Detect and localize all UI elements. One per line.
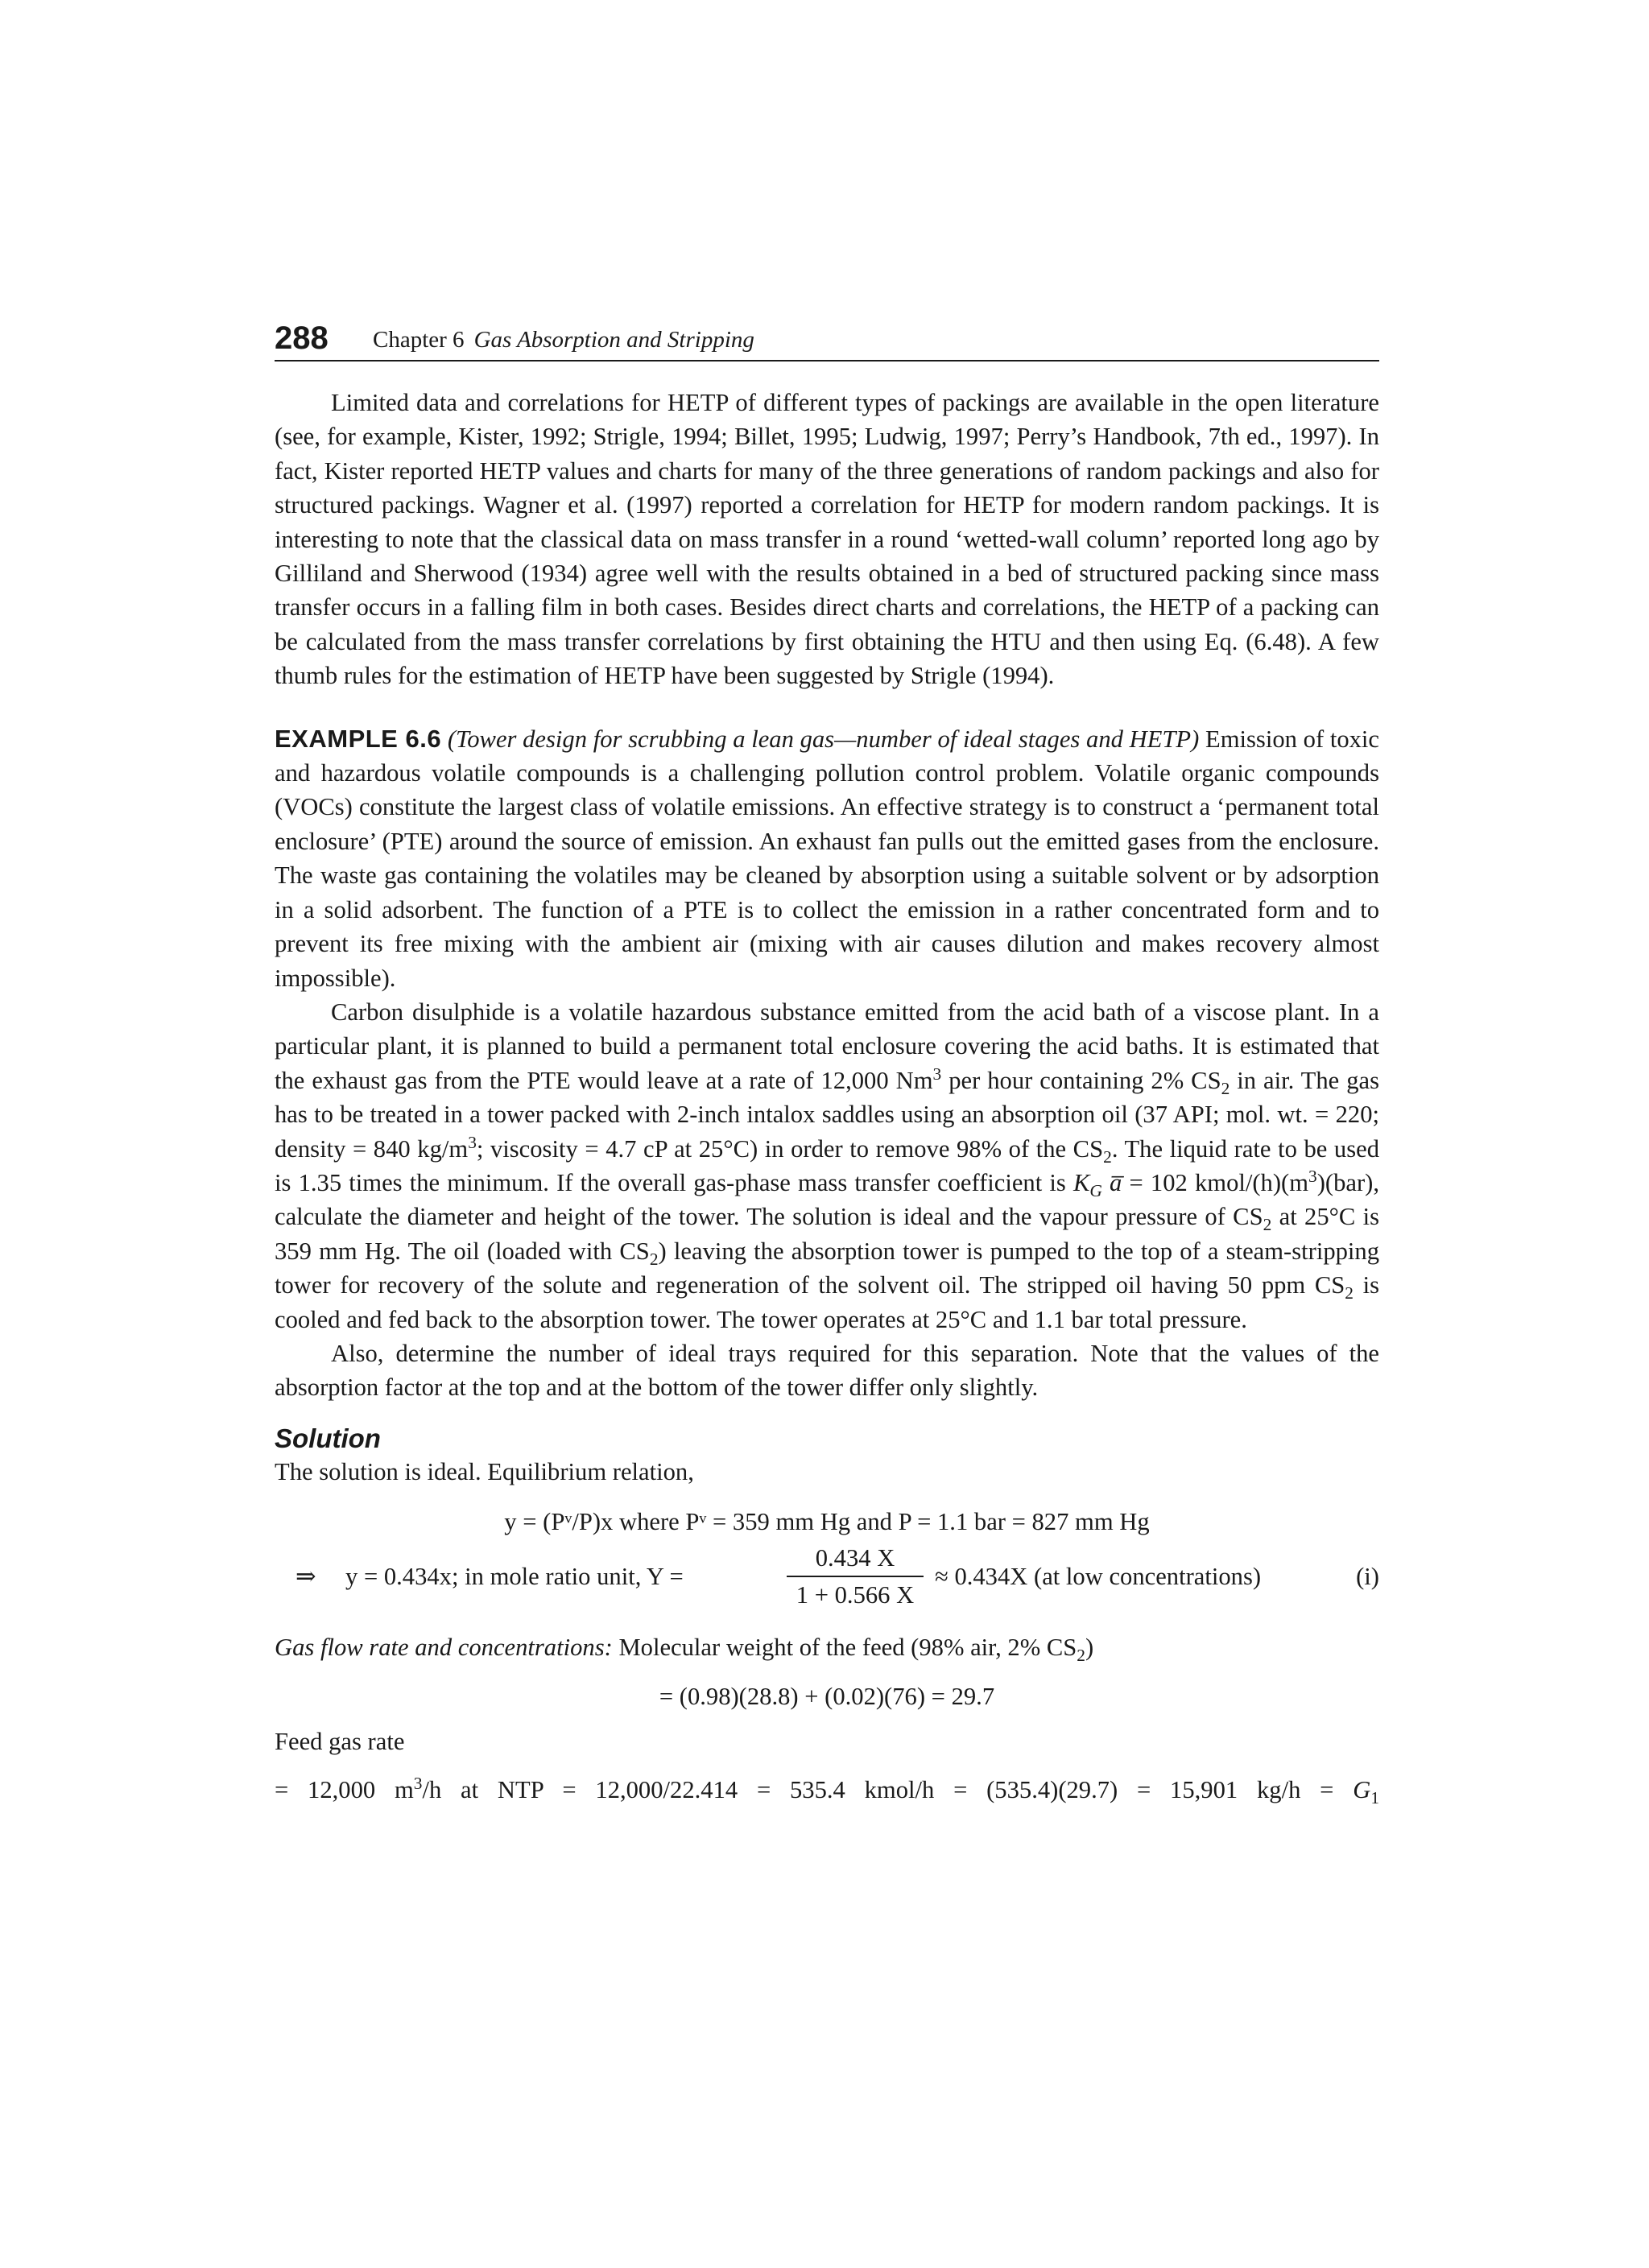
superscript: 3 [1308, 1166, 1317, 1186]
kg-symbol: K [1072, 1168, 1090, 1196]
fraction-numerator: 0.434 X [787, 1540, 924, 1577]
page-number: 288 [275, 320, 329, 356]
running-head [275, 318, 1379, 361]
solution-intro: The solution is ideal. Equilibrium relation, [275, 1457, 694, 1485]
abar-symbol: a̅ [1101, 1168, 1122, 1196]
equation-tag: (i) [1356, 1563, 1379, 1591]
para2-text: . The liquid rate to be used is 1.35 times the minimum. If the overall gas-phase mass transfer coefficient is [275, 1134, 1379, 1196]
para2-text: ) leaving the absorption tower is pumped to the top of a steam-stripping tower for recovery of the solute and regeneration of the solvent oil. The stripped oil having 50 ppm CS [275, 1237, 1380, 1299]
example-title: (Tower design for scrubbing a lean gas—number of ideal stages and HETP) [447, 725, 1200, 753]
subscript: 2 [1103, 1146, 1112, 1167]
para2-text: )(bar), calculate the diameter and height of the tower. The solution is ideal and the vapour pressure of CS [275, 1168, 1380, 1231]
equation-rhs: ≈ 0.434X (at low concentrations) [935, 1563, 1262, 1591]
feed-rate-text: /h at NTP = 12,000/22.414 = 535.4 kmol/h = (535.4)(29.7) = 15,901 kg/h = [422, 1776, 1354, 1803]
para2-text: ; viscosity = 4.7 cP at 25°C) in order to remove 98% of the CS [476, 1134, 1104, 1163]
subscript: 2 [1077, 1646, 1085, 1666]
gas-flow-line [275, 1630, 1379, 1664]
chapter-label [373, 326, 754, 353]
feed-gas-label: Feed gas rate [275, 1727, 405, 1755]
fraction-denominator: 1 + 0.566 X [796, 1581, 915, 1609]
example-para-2 [275, 995, 1379, 1336]
equation-molecular-weight: = (0.98)(28.8) + (0.02)(76) = 29.7 [659, 1682, 995, 1710]
superscript: 3 [932, 1064, 942, 1084]
equation-feed-rate [275, 1773, 1379, 1807]
fraction [787, 1540, 924, 1613]
intro-paragraph: Limited data and correlations for HETP of different types of packings are available in the open literature (see, for example, Kister, 1992; Strigle, 1994; Billet, 1995; Ludwig, 1997; Perry’s Handbook, 7th ed., 1997). In fact, Kister reported HETP values and charts for many of the three generations of random packings and also for structured packings. Wagner et al. (1997) reported a correlation for HETP for modern random packings. It is interesting to note that the classical data on mass transfer in a round ‘wetted-wall column’ reported long ago by Gilliland and Sherwood (1934) agree well with the results obtained in a bed of structured packing since mass transfer occurs in a falling film in both cases. Besides direct charts and correlations, the HETP of a packing can be calculated from the mass transfer correlations by first obtaining the HTU and then using Eq. (6.48). A few thumb rules for the estimation of HETP have been suggested by Strigle (1994). [275, 389, 1379, 690]
chapter-number: Chapter 6 [373, 327, 465, 353]
para2-text: in air. The gas has to be treated in a tower packed with 2-inch intalox saddles using an absorption oil (37 API; mol. wt. = 220; density = 840 kg/m [275, 1066, 1380, 1163]
chapter-title: Gas Absorption and Stripping [473, 327, 754, 353]
example-block [275, 722, 1379, 1405]
para2-text: = 102 kmol/(h)(m [1122, 1168, 1309, 1196]
solution-heading: Solution [275, 1423, 381, 1453]
superscript: 3 [413, 1773, 423, 1793]
para2-text: is cooled and fed back to the absorption tower. The tower operates at 25°C and 1.1 bar total pressure. [275, 1271, 1379, 1333]
implies-arrow: ⇒ [295, 1563, 316, 1591]
page [275, 318, 1379, 1807]
example-para-1 [275, 722, 1379, 995]
subscript: 2 [1345, 1283, 1354, 1303]
example-para-1-text: Emission of toxic and hazardous volatile compounds is a challenging pollution control problem. Volatile organic compounds (VOCs) constitute the largest class of volatile emissions. An effective strategy is to construct a ‘permanent total enclosure’ (PTE) around the source of emission. An exhaust fan pulls out the emitted gases from the enclosure. The waste gas containing the volatiles may be cleaned by absorption using a suitable solvent or by adsorption in a solid adsorbent. The function of a PTE is to collect the emission in a rather concentrated form and to prevent its free mixing with the ambient air (mixing with air causes dilution and makes recovery almost impossible). [275, 725, 1380, 992]
gas-flow-text: Molecular weight of the feed (98% air, 2% CS [612, 1634, 1077, 1662]
feed-rate-text: = 12,000 m [275, 1776, 414, 1803]
example-label: EXAMPLE 6.6 [275, 724, 442, 753]
equation-lhs: y = 0.434x; in mole ratio unit, Y = [345, 1563, 684, 1591]
subscript: G [1089, 1181, 1102, 1201]
g-symbol: G [1353, 1776, 1371, 1803]
subscript: 2 [1263, 1215, 1272, 1235]
para2-text: Carbon disulphide is a volatile hazardous substance emitted from the acid bath of a viscose plant. In a particular plant, it is planned to build a permanent total enclosure covering the acid baths. It is estimated that the exhaust gas from the PTE would leave at a rate of 12,000 Nm [275, 998, 1379, 1094]
equation-equilibrium: y = (Pᵛ/P)x where Pᵛ = 359 mm Hg and P = 1.1 bar = 827 mm Hg [504, 1508, 1150, 1536]
equation-mole-ratio [275, 1540, 1379, 1617]
subscript: 2 [1221, 1078, 1230, 1098]
subscript: 1 [1370, 1788, 1380, 1808]
para2-text: per hour containing 2% CS [941, 1066, 1221, 1094]
gas-flow-text: ) [1085, 1634, 1094, 1662]
para2-text: at 25°C is 359 mm Hg. The oil (loaded with CS [275, 1203, 1379, 1265]
example-para-3: Also, determine the number of ideal trays required for this separation. Note that the values of the absorption factor at the top and at the bottom of the tower differ only slightly. [275, 1339, 1379, 1402]
superscript: 3 [468, 1132, 477, 1152]
gas-flow-heading: Gas flow rate and concentrations: [275, 1634, 613, 1662]
subscript: 2 [649, 1249, 659, 1269]
